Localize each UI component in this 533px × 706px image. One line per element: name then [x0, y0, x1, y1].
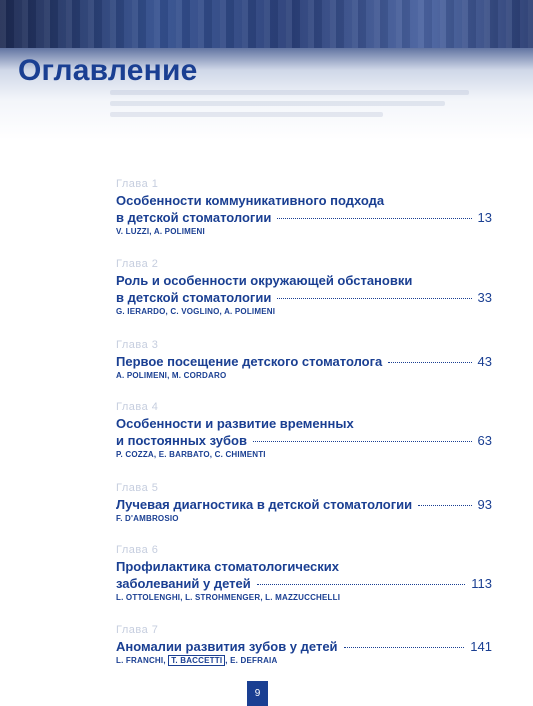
chapter-title-text: Аномалии развития зубов у детей	[116, 639, 338, 654]
chapter-title-line: Профилактика стоматологических	[116, 559, 339, 574]
author-name-highlighted: T. BACCETTI	[168, 655, 225, 666]
toc-entry-chapter-1[interactable]	[116, 178, 492, 258]
chapter-authors: G. IERARDO, C. VOGLINO, A. POLIMENI	[116, 307, 276, 316]
chapter-page-number: 63	[477, 433, 492, 448]
author-name: , E. DEFRAIA	[225, 656, 278, 665]
chapter-label: Глава 1	[116, 178, 159, 190]
dot-leader	[344, 647, 465, 648]
toc-entry-chapter-5[interactable]	[116, 482, 492, 544]
chapter-page-number: 93	[477, 497, 492, 512]
toc-entry-chapter-7[interactable]	[116, 624, 492, 674]
chapter-title-text: и постоянных зубов	[116, 433, 247, 448]
dot-leader	[277, 218, 471, 219]
toc-entry-chapter-3[interactable]	[116, 339, 492, 401]
chapter-title-text: Первое посещение детского стоматолога	[116, 354, 383, 369]
chapter-title-last-line	[116, 209, 492, 226]
chapter-title-last-line	[116, 353, 492, 370]
table-of-contents	[116, 178, 492, 674]
chapter-title-text: Лучевая диагностика в детской стоматологии	[116, 497, 413, 512]
chapter-authors	[116, 655, 492, 667]
chapter-authors: F. D'AMBROSIO	[116, 514, 179, 523]
chapter-title-last-line	[116, 575, 492, 592]
chapter-label: Глава 4	[116, 401, 159, 413]
chapter-title-text: в детской стоматологии	[116, 210, 272, 225]
chapter-page-number: 43	[477, 354, 492, 369]
dot-leader	[253, 441, 472, 442]
chapter-title-line: Особенности и развитие временных	[116, 416, 354, 431]
toc-entry-chapter-6[interactable]	[116, 544, 492, 624]
chapter-title-last-line	[116, 432, 492, 449]
chapter-label: Глава 3	[116, 339, 159, 351]
chapter-title-text: заболеваний у детей	[116, 576, 251, 591]
page-title: Оглавление	[18, 54, 198, 87]
faded-background-text	[110, 84, 500, 134]
chapter-page-number: 141	[470, 639, 492, 654]
chapter-page-number: 13	[477, 210, 492, 225]
toc-entry-chapter-4[interactable]	[116, 401, 492, 482]
chapter-authors: A. POLIMENI, M. CORDARO	[116, 371, 227, 380]
chapter-title-line: Особенности коммуникативного подхода	[116, 193, 385, 208]
toc-entry-chapter-2[interactable]	[116, 258, 492, 339]
chapter-authors: L. OTTOLENGHI, L. STROHMENGER, L. MAZZUCCHELLI	[116, 593, 341, 602]
chapter-label: Глава 2	[116, 258, 159, 270]
chapter-label: Глава 6	[116, 544, 159, 556]
author-name: L. FRANCHI,	[116, 656, 169, 665]
dot-leader	[418, 505, 471, 506]
chapter-label: Глава 5	[116, 482, 159, 494]
chapter-page-number: 33	[477, 290, 492, 305]
chapter-title-last-line	[116, 638, 492, 655]
chapter-authors: P. COZZA, E. BARBATO, C. CHIMENTI	[116, 450, 266, 459]
dot-leader	[388, 362, 471, 363]
chapter-label: Глава 7	[116, 624, 159, 636]
dot-leader	[257, 584, 466, 585]
chapter-title-last-line	[116, 496, 492, 513]
chapter-title-line: Роль и особенности окружающей обстановки	[116, 273, 413, 288]
chapter-page-number: 113	[471, 576, 492, 591]
chapter-title-text: в детской стоматологии	[116, 290, 272, 305]
chapter-title-last-line	[116, 289, 492, 306]
dot-leader	[277, 298, 471, 299]
page-number: 9	[247, 681, 268, 706]
chapter-authors: V. LUZZI, A. POLIMENI	[116, 227, 205, 236]
